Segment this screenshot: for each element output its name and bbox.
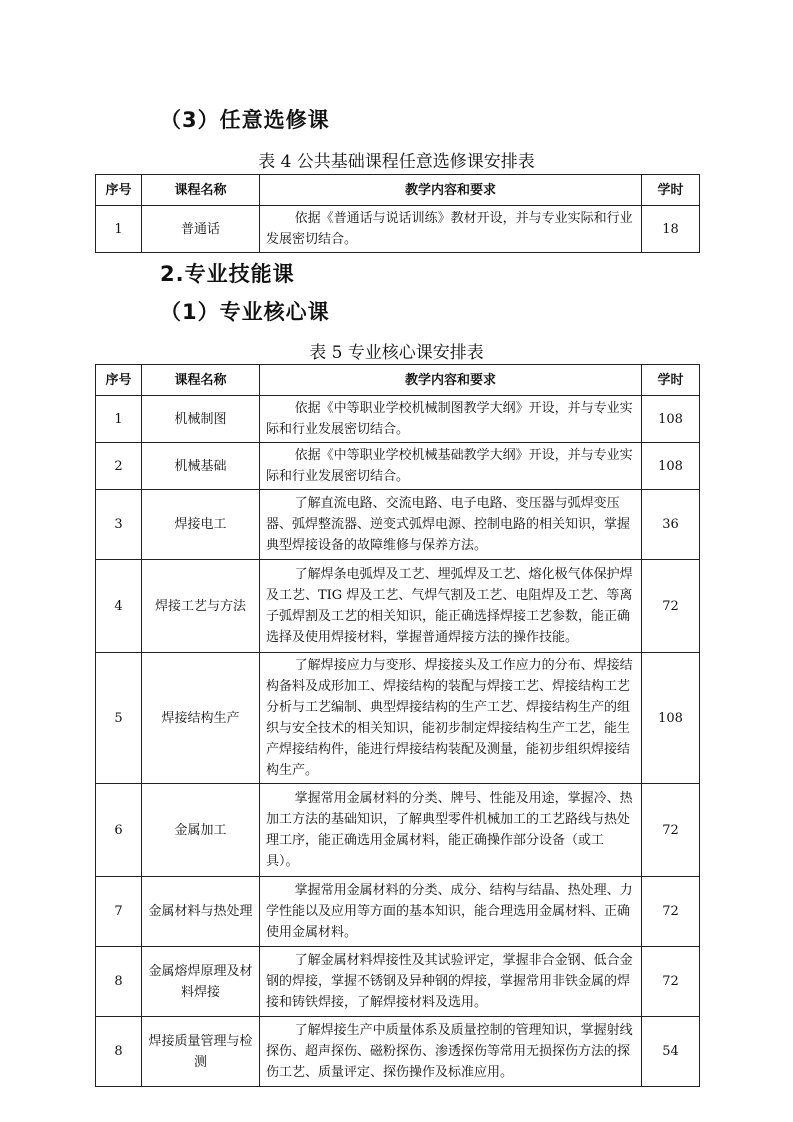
row-content: 依据《中等职业学校机械基础教学大纲》开设，并与专业实际和行业发展密切结合。: [260, 443, 642, 490]
core-course-heading: （1）专业核心课: [160, 300, 330, 324]
row-hours: 108: [642, 653, 700, 784]
table5-header-no: 序号: [96, 365, 142, 396]
row-hours: 72: [642, 784, 700, 877]
row-course-name: 金属熔焊原理及材料焊接: [142, 947, 260, 1017]
row-course-name: 机械基础: [142, 443, 260, 490]
table-row: [96, 443, 700, 490]
row-content: 了解金属材料焊接性及其试验评定，掌握非合金钢、低合金钢的焊接，掌握不锈钢及异种钢的焊接，掌握常用非铁金属的焊接和铸铁焊接，了解焊接材料及选用。: [260, 947, 642, 1017]
row-course-name: 焊接结构生产: [142, 653, 260, 784]
row-no: 5: [96, 653, 142, 784]
row-no: 1: [96, 396, 142, 443]
row-course-name: 机械制图: [142, 396, 260, 443]
table4-header-no: 序号: [96, 175, 142, 206]
row-hours: 72: [642, 947, 700, 1017]
row-content: 了解焊接生产中质量体系及质量控制的管理知识，掌握射线探伤、超声探伤、磁粉探伤、渗透探伤等常用无损探伤方法的探伤工艺、质量评定、探伤操作及标准应用。: [260, 1017, 642, 1087]
row-content: 了解焊接应力与变形、焊接接头及工作应力的分布、焊接结构备料及成形加工、焊接结构的装配与焊接工艺、焊接结构工艺分析与工艺编制、典型焊接结构的生产工艺、焊接结构生产的组织与安全技术的相关知识，能初步制定焊接结构生产工艺，能生产焊接结构件，能进行焊接结构装配及测量，能初步组织焊接结构生产。: [260, 653, 642, 784]
row-hours: 36: [642, 490, 700, 560]
table4: [95, 174, 700, 253]
row-hours: 108: [642, 396, 700, 443]
table-row: [96, 947, 700, 1017]
table-row: [96, 653, 700, 784]
row-hours: 108: [642, 443, 700, 490]
table-row: [96, 1017, 700, 1087]
row-no: 6: [96, 784, 142, 877]
table-row: [96, 490, 700, 560]
table5: [95, 364, 700, 1087]
row-no: 8: [96, 1017, 142, 1087]
table5-header-content: 教学内容和要求: [260, 365, 642, 396]
row-course-name: 金属材料与热处理: [142, 877, 260, 947]
row-course-name: 焊接工艺与方法: [142, 560, 260, 653]
row-content: 依据《普通话与说话训练》教材开设，并与专业实际和行业发展密切结合。: [260, 206, 642, 253]
row-no: 4: [96, 560, 142, 653]
table4-header-content: 教学内容和要求: [260, 175, 642, 206]
row-hours: 18: [642, 206, 700, 253]
table-row: [96, 784, 700, 877]
table-row: [96, 560, 700, 653]
table5-header-hours: 学时: [642, 365, 700, 396]
row-course-name: 金属加工: [142, 784, 260, 877]
row-no: 2: [96, 443, 142, 490]
row-content: 掌握常用金属材料的分类、成分、结构与结晶、热处理、力学性能以及应用等方面的基本知识，能合理选用金属材料、正确使用金属材料。: [260, 877, 642, 947]
table5-header-name: 课程名称: [142, 365, 260, 396]
row-course-name: 普通话: [142, 206, 260, 253]
row-content: 掌握常用金属材料的分类、牌号、性能及用途，掌握冷、热加工方法的基础知识，了解典型零件机械加工的工艺路线与热处理工序，能正确选用金属材料，能正确操作部分设备（或工具）。: [260, 784, 642, 877]
row-course-name: 焊接电工: [142, 490, 260, 560]
row-content: 了解焊条电弧焊及工艺、埋弧焊及工艺、熔化极气体保护焊及工艺、TIG 焊及工艺、气焊气割及工艺、电阻焊及工艺、等离子弧焊割及工艺的相关知识，能正确选择焊接工艺参数，能正确选择及使用焊接材料，掌握普通焊接方法的操作技能。: [260, 560, 642, 653]
table5-caption: 表 5 专业核心课安排表: [309, 343, 484, 363]
row-no: 1: [96, 206, 142, 253]
row-content: 了解直流电路、交流电路、电子电路、变压器与弧焊变压器、弧焊整流器、逆变式弧焊电源、控制电路的相关知识，掌握典型焊接设备的故障维修与保养方法。: [260, 490, 642, 560]
row-no: 8: [96, 947, 142, 1017]
table-row: [96, 877, 700, 947]
table4-header-hours: 学时: [642, 175, 700, 206]
row-no: 3: [96, 490, 142, 560]
table4-header-name: 课程名称: [142, 175, 260, 206]
table-row: [96, 206, 700, 253]
table4-header-row: [96, 175, 700, 206]
row-course-name: 焊接质量管理与检测: [142, 1017, 260, 1087]
skill-course-heading: 2.专业技能课: [160, 262, 295, 286]
optional-course-heading: （3）任意选修课: [160, 108, 330, 132]
row-hours: 54: [642, 1017, 700, 1087]
row-content: 依据《中等职业学校机械制图教学大纲》开设，并与专业实际和行业发展密切结合。: [260, 396, 642, 443]
row-no: 7: [96, 877, 142, 947]
table-row: [96, 396, 700, 443]
table4-caption: 表 4 公共基础课程任意选修课安排表: [258, 152, 535, 172]
row-hours: 72: [642, 877, 700, 947]
table5-header-row: [96, 365, 700, 396]
row-hours: 72: [642, 560, 700, 653]
